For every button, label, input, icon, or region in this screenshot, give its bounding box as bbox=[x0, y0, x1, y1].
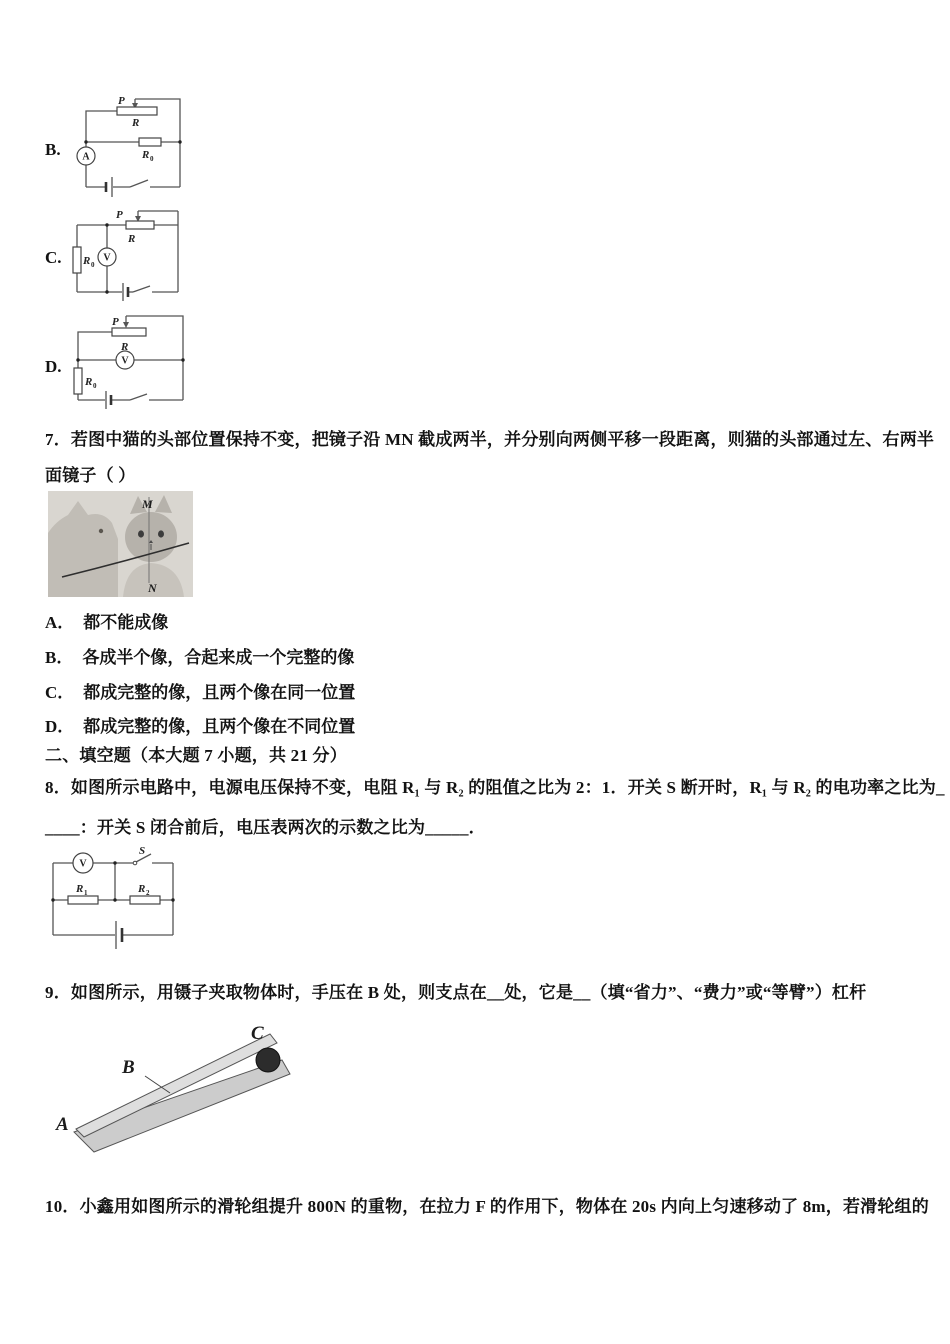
question-9-text: 9．如图所示，用镊子夹取物体时，手压在 B 处，则支点在__处，它是__（填“省力”、“费力”或“等臂”）杠杆 bbox=[45, 983, 867, 1002]
gripped-object bbox=[256, 1048, 280, 1072]
svg-text:2: 2 bbox=[146, 889, 150, 897]
mirror-top-label: M bbox=[142, 497, 153, 511]
question-10-text: 10．小鑫用如图所示的滑轮组提升 800N 的重物，在拉力 F 的作用下，物体在 20s 内向上匀速移动了 8m，若滑轮组的 bbox=[45, 1197, 929, 1216]
resistor-r1-symbol bbox=[68, 896, 98, 904]
resistor-r0-symbol bbox=[139, 138, 161, 146]
slider-label: P bbox=[118, 95, 125, 107]
r0-label: R bbox=[83, 255, 91, 267]
option-key: D． bbox=[45, 717, 75, 736]
r1-label: R bbox=[76, 883, 84, 895]
q7-option-b bbox=[45, 643, 354, 668]
circuit-wires bbox=[53, 854, 173, 935]
rheostat-label: R bbox=[132, 117, 140, 129]
question-8-text-line2: ____：开关 S 闭合前后，电压表两次的示数之比为_____． bbox=[45, 818, 486, 837]
resistor-r2-symbol bbox=[130, 896, 160, 904]
voltmeter-label: V bbox=[121, 355, 129, 367]
switch-label: S bbox=[139, 845, 146, 857]
q7-option-a bbox=[45, 608, 168, 633]
slider-label: P bbox=[112, 316, 119, 328]
r0-label: R bbox=[142, 149, 150, 161]
voltmeter-label: V bbox=[79, 858, 87, 870]
rheostat-label: R bbox=[128, 233, 136, 245]
voltmeter-label: V bbox=[103, 252, 111, 264]
option-text: 都成完整的像，且两个像在不同位置 bbox=[83, 717, 356, 736]
point-c-label: C bbox=[251, 1023, 264, 1044]
option-key: B． bbox=[45, 648, 74, 667]
svg-text:1: 1 bbox=[84, 889, 88, 897]
mirror-bottom-label: N bbox=[148, 581, 157, 595]
option-text: 都不能成像 bbox=[83, 613, 169, 632]
section-2-title: 二、填空题（本大题 7 小题，共 21 分） bbox=[45, 746, 347, 765]
option-d-key: D. bbox=[45, 357, 62, 376]
option-key: A． bbox=[45, 613, 75, 632]
q7-option-d bbox=[45, 712, 355, 737]
rheostat-symbol bbox=[126, 221, 154, 229]
switch-symbol bbox=[130, 394, 147, 400]
rheostat-symbol bbox=[112, 328, 146, 336]
circuit-diagram-q8 bbox=[48, 845, 178, 957]
point-a-label: A bbox=[56, 1114, 69, 1135]
switch-symbol bbox=[133, 286, 150, 292]
question-8-text-line1: 8．如图所示电路中，电源电压保持不变，电阻 R₁ 与 R₂ 的阻值之比为 2：1．开关 S 断开时，R₁ 与 R₂ 的电功率之比为_ bbox=[45, 778, 945, 797]
question-7-text-line1: 7．若图中猫的头部位置保持不变，把镜子沿 MN 截成两半，并分别向两侧平移一段距离，则猫的头部通过左、右两半 bbox=[45, 430, 935, 449]
ammeter-label: A bbox=[82, 151, 90, 163]
question-7-text-line2: 面镜子（ ） bbox=[45, 466, 136, 485]
r0-label: R bbox=[85, 376, 93, 388]
svg-text:0: 0 bbox=[93, 382, 97, 390]
tweezers-lower-arm bbox=[74, 1060, 290, 1152]
slider-label: P bbox=[116, 209, 123, 221]
option-key: C． bbox=[45, 683, 75, 702]
circuit-diagram-option-b bbox=[72, 92, 192, 204]
rheostat-symbol bbox=[117, 107, 157, 115]
svg-text:0: 0 bbox=[91, 261, 95, 269]
slider-arrow-icon bbox=[123, 322, 129, 328]
option-c-key: C. bbox=[45, 248, 62, 267]
circuit-diagram-option-d bbox=[68, 312, 188, 412]
resistor-r0-symbol bbox=[73, 247, 81, 273]
cat-mirror-figure bbox=[48, 491, 193, 597]
option-text: 各成半个像，合起来成一个完整的像 bbox=[82, 648, 355, 667]
circuit-diagram-option-c bbox=[70, 205, 190, 305]
switch-symbol bbox=[130, 180, 148, 187]
option-b-key: B. bbox=[45, 140, 61, 159]
svg-text:0: 0 bbox=[150, 155, 154, 163]
q7-option-c bbox=[45, 678, 355, 703]
option-text: 都成完整的像，且两个像在同一位置 bbox=[83, 683, 356, 702]
tweezers-figure bbox=[48, 1018, 308, 1168]
r2-label: R bbox=[138, 883, 146, 895]
rheostat-label: R bbox=[121, 341, 129, 353]
switch-pivot bbox=[133, 861, 137, 865]
point-b-label: B bbox=[122, 1057, 135, 1078]
resistor-r0-symbol bbox=[74, 368, 82, 394]
